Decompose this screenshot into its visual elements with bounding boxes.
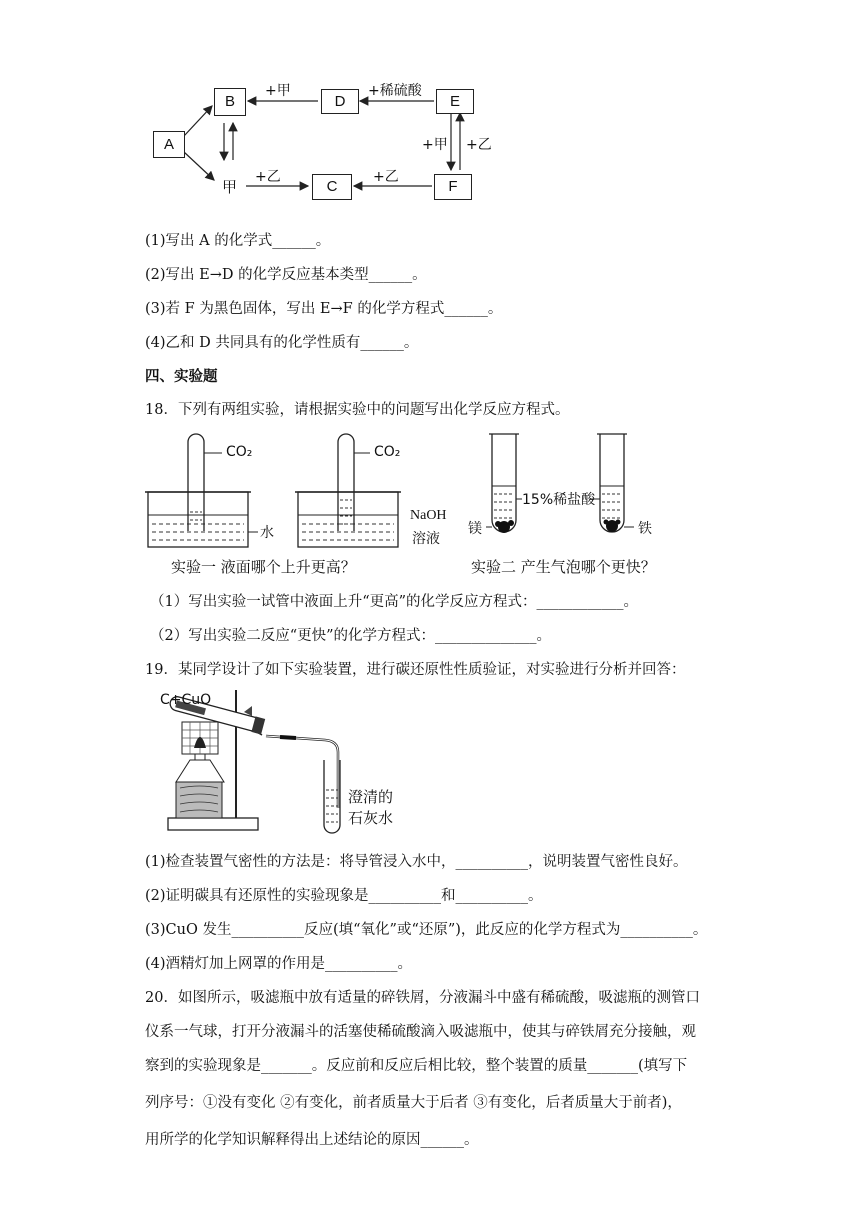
label-mg: 镁: [468, 521, 482, 537]
edge-label-f-e: +乙: [466, 137, 492, 153]
caption-exp2: 实验二 产生气泡哪个更快？: [471, 558, 656, 576]
node-b: B: [214, 88, 246, 116]
caption-exp1: 实验一 液面哪个上升更高？: [171, 558, 356, 576]
q20-line4: 列序号：①没有变化 ②有变化，前者质量大于后者 ③有变化，后者质量大于前者)，: [145, 1095, 682, 1111]
q17-sub4: (4)乙和 D 共同具有的化学性质有______。: [145, 335, 419, 351]
label-co2-2: CO₂: [374, 444, 401, 460]
label-naoh: NaOH: [410, 508, 447, 523]
section-heading: 四、实验题: [145, 369, 218, 385]
q20-line3: 察到的实验现象是_______。反应前和反应后相比较，整个装置的质量_______(填写下: [145, 1058, 688, 1074]
label-reactants: C+CuO: [160, 692, 212, 708]
q19-stem: 19．某同学设计了如下实验装置，进行碳还原性性质验证，对实验进行分析并回答：: [145, 662, 686, 678]
label-water: 水: [260, 525, 274, 541]
node-jia: 甲: [222, 178, 238, 196]
q19-sub2: (2)证明碳具有还原性的实验现象是__________和__________。: [145, 888, 543, 904]
q17-sub2: (2)写出 E→D 的化学反应基本类型______。: [145, 267, 427, 283]
q17-sub3: (3)若 F 为黑色固体，写出 E→F 的化学方程式______。: [145, 301, 503, 317]
node-c: C: [312, 174, 352, 200]
label-co2-1: CO₂: [226, 444, 253, 460]
label-limewater-2: 石灰水: [348, 809, 394, 827]
node-e: E: [436, 89, 474, 114]
q19-sub1: (1)检查装置气密性的方法是：将导管浸入水中，__________，说明装置气密性良好。: [145, 854, 688, 870]
label-limewater-1: 澄清的: [348, 788, 394, 806]
label-fe: 铁: [638, 521, 652, 537]
edge-label-d-b: +甲: [265, 83, 291, 99]
q19-sub3: (3)CuO 发生__________反应(填“氧化”或“还原”)，此反应的化学方程式为__________。: [145, 922, 708, 938]
edge-label-e-f: +甲: [422, 137, 448, 153]
q20-line1: 20．如图所示，吸滤瓶中放有适量的碎铁屑，分液漏斗中盛有稀硫酸，吸滤瓶的测管口: [145, 990, 700, 1006]
label-acid: 15%稀盐酸: [522, 492, 596, 508]
q18-stem: 18．下列有两组实验，请根据实验中的问题写出化学反应方程式。: [145, 402, 570, 418]
q20-line5: 用所学的化学知识解释得出上述结论的原因______。: [145, 1132, 479, 1148]
node-a: A: [153, 131, 185, 158]
q18-sub2: （2）写出实验二反应“更快”的化学方程式：______________。: [150, 628, 552, 644]
node-d: D: [321, 89, 359, 114]
q17-sub1: (1)写出 A 的化学式______。: [145, 233, 331, 249]
label-naoh-solution: 溶液: [412, 531, 440, 547]
edge-label-f-c: +乙: [373, 169, 399, 185]
edge-label-jia-c: +乙: [255, 169, 281, 185]
q18-sub1: （1）写出实验一试管中液面上升“更高”的化学反应方程式：____________。: [150, 594, 639, 610]
q19-sub4: (4)酒精灯加上网罩的作用是__________。: [145, 956, 413, 972]
q20-line2: 仪系一气球，打开分液漏斗的活塞使稀硫酸滴入吸滤瓶中，使其与碎铁屑充分接触，观: [145, 1024, 696, 1040]
node-f: F: [434, 174, 472, 200]
edge-label-e-d: +稀硫酸: [368, 83, 422, 99]
